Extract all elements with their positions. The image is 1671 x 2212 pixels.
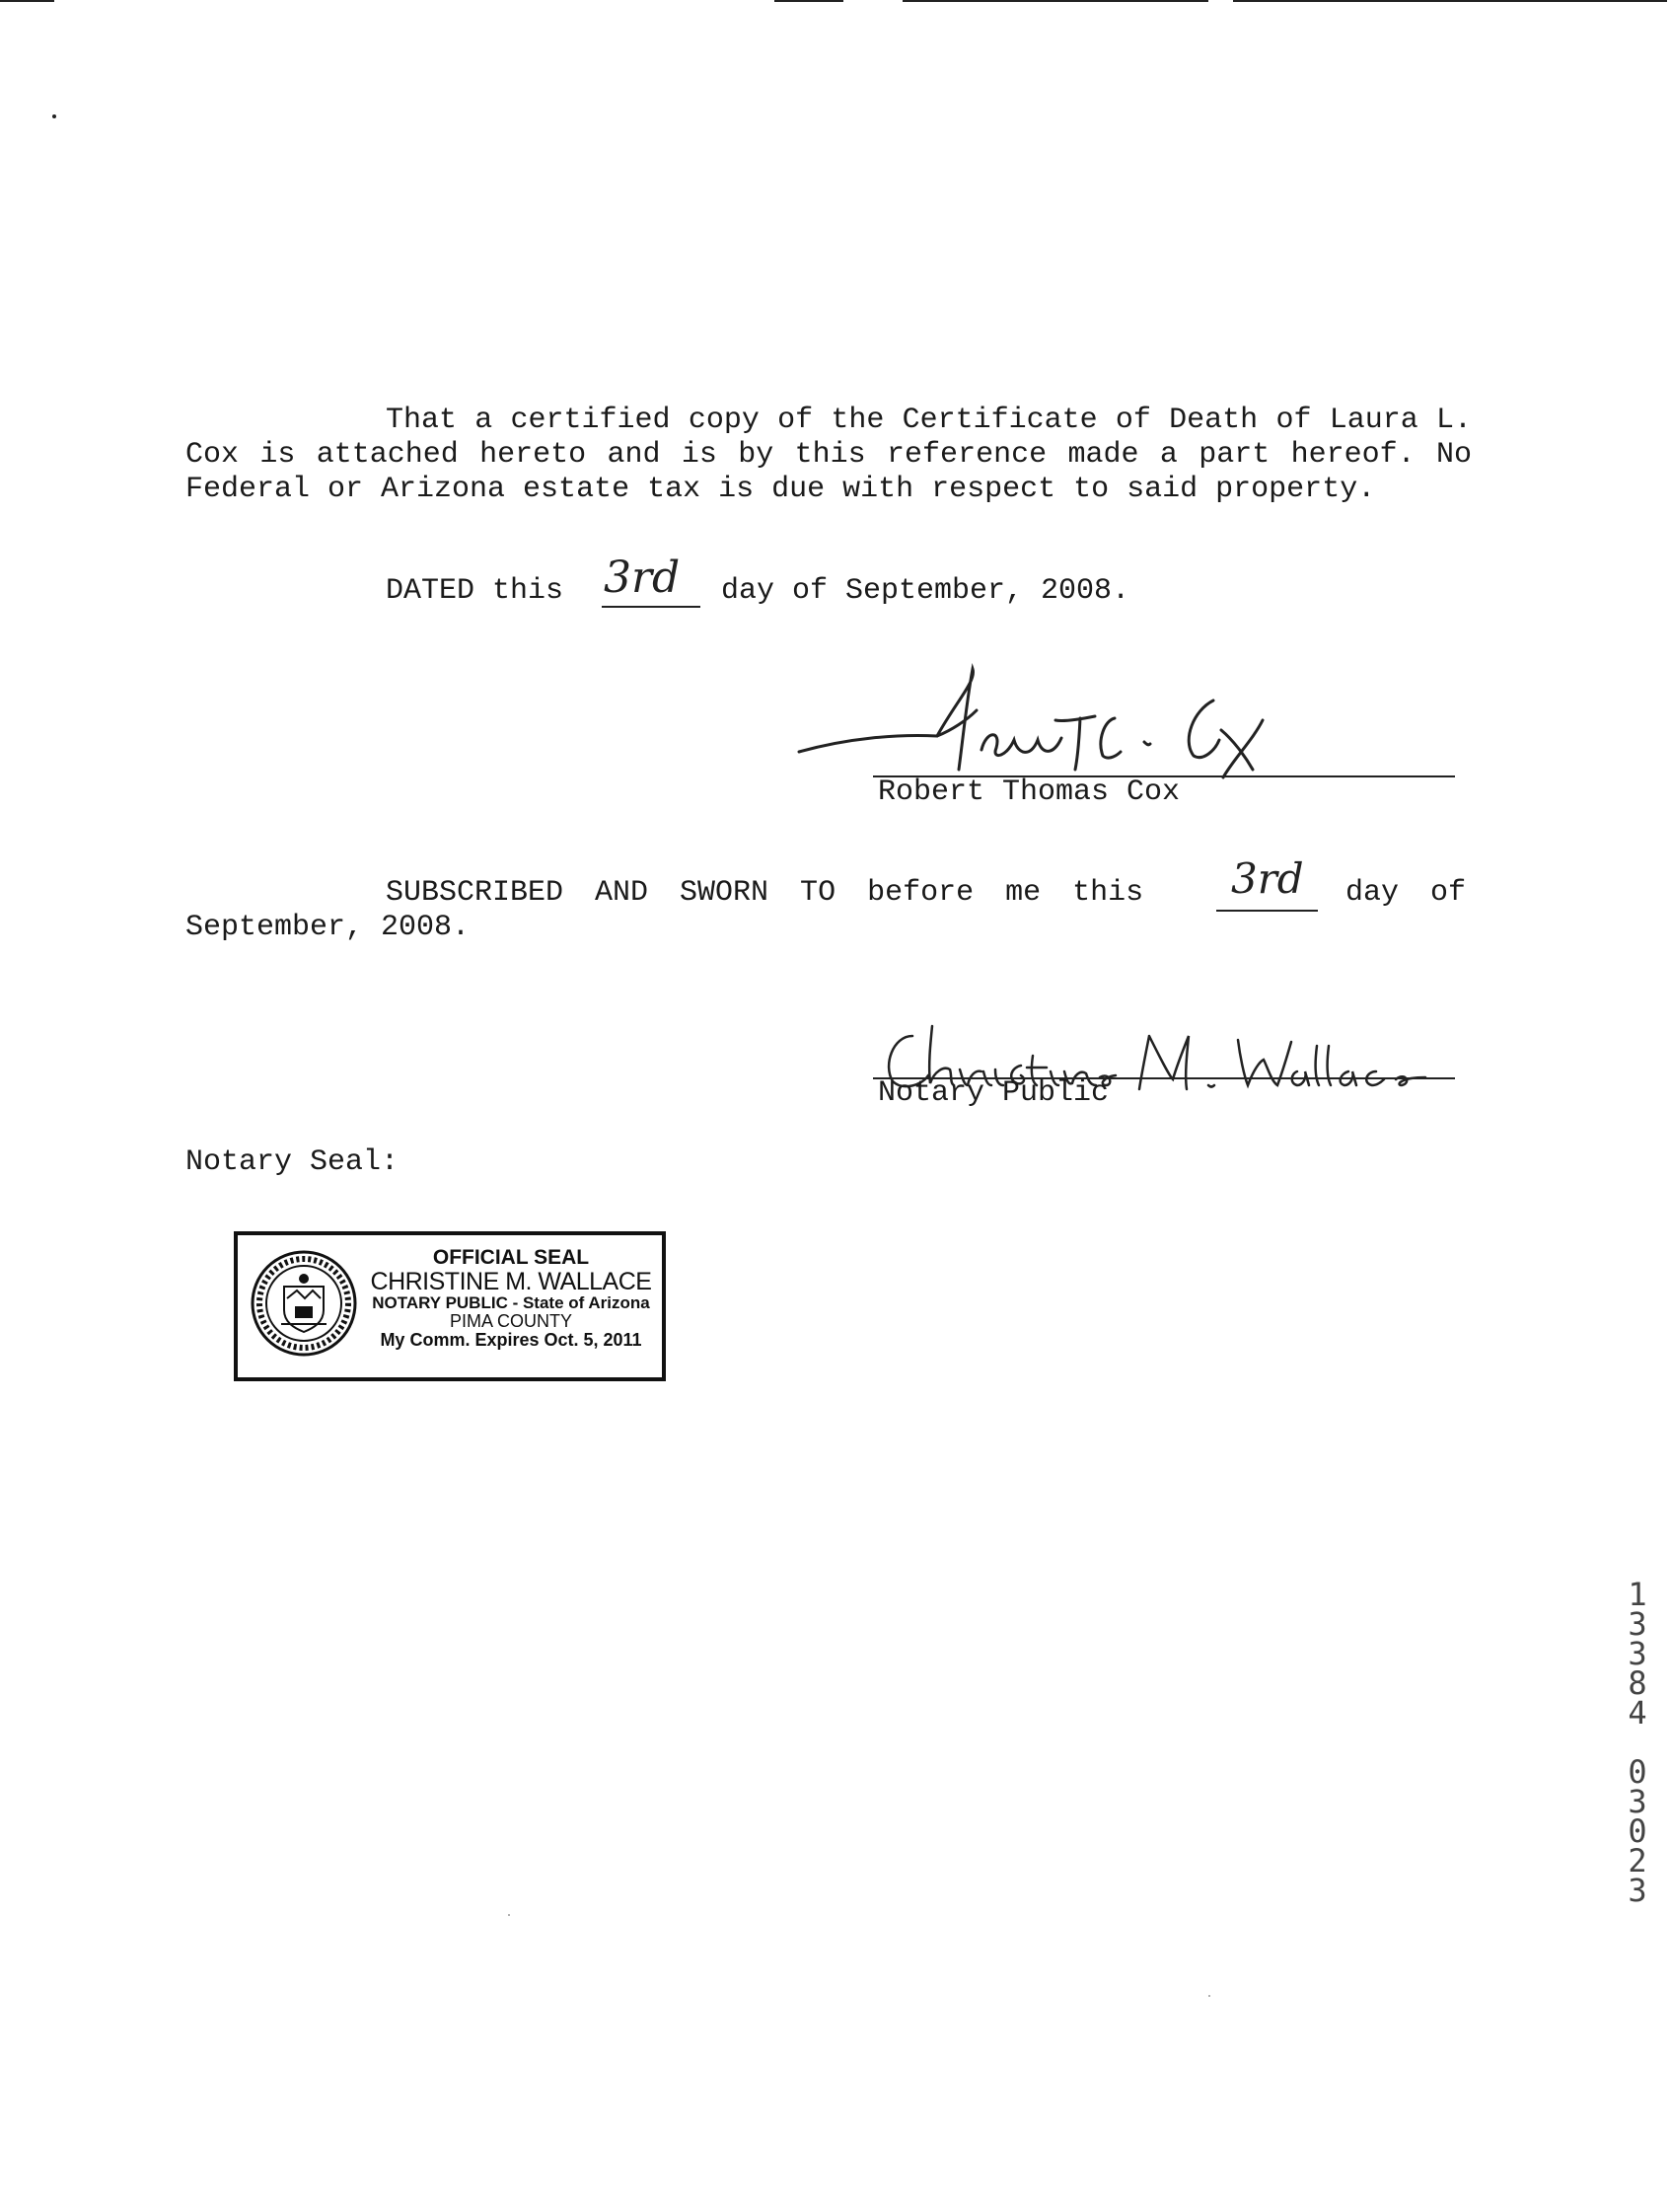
seal-title: OFFICIAL SEAL [432,1246,590,1269]
dated-line-suffix: day of September, 2008. [721,574,1130,608]
document-number-digit: 1 [1628,1576,1647,1613]
seal-notary-name: CHRISTINE M. WALLACE [370,1268,652,1296]
notary-seal-label: Notary Seal: [185,1145,400,1179]
document-number-digit: 4 [1628,1694,1647,1732]
document-number-digit: 2 [1628,1842,1647,1880]
subscribed-line-2: September, 2008. [185,911,471,944]
dated-line-prefix: DATED this [386,574,564,608]
seal-state: NOTARY PUBLIC - State of Arizona [372,1293,650,1313]
document-number-digit [1618,1727,1657,1756]
subscribed-line-suffix: day of [1345,876,1467,910]
scan-speck [52,114,56,118]
document-number-digit: 8 [1628,1664,1647,1702]
document-number [1618,1576,1657,1909]
arizona-state-seal-icon [250,1249,358,1358]
seal-expiration: My Comm. Expires Oct. 5, 2011 [380,1330,642,1351]
top-edge-rule [903,0,1208,2]
certificate-paragraph: That a certified copy of the Certificate of Death of Laura L. Cox is attached hereto and is by this reference made a part hereof. No Federal or Arizona estate tax is due with respect to said property. [185,404,1472,506]
seal-county: PIMA COUNTY [449,1311,572,1332]
document-number-digit: 3 [1628,1783,1647,1820]
dated-day-handwritten: 3rd [604,553,681,603]
dated-day-blank [602,606,700,608]
subscribed-line-prefix: SUBSCRIBED AND SWORN TO before me this [386,876,1144,910]
official-seal-stamp [234,1231,666,1381]
subscribed-day-blank [1216,910,1318,912]
subscribed-day-handwritten: 3rd [1231,854,1304,903]
top-edge-rule [1233,0,1667,2]
scan-speck [1208,1995,1210,1997]
document-number-digit: 0 [1628,1753,1647,1791]
document-number-digit: 3 [1628,1872,1647,1909]
document-number-digit: 3 [1628,1635,1647,1672]
scan-speck [508,1914,510,1916]
document-number-digit: 3 [1628,1605,1647,1643]
notary-title: Notary Public [878,1076,1110,1110]
signer-printed-name: Robert Thomas Cox [878,775,1181,809]
top-edge-rule [0,0,54,2]
document-number-digit: 0 [1628,1812,1647,1850]
top-edge-rule [774,0,843,2]
